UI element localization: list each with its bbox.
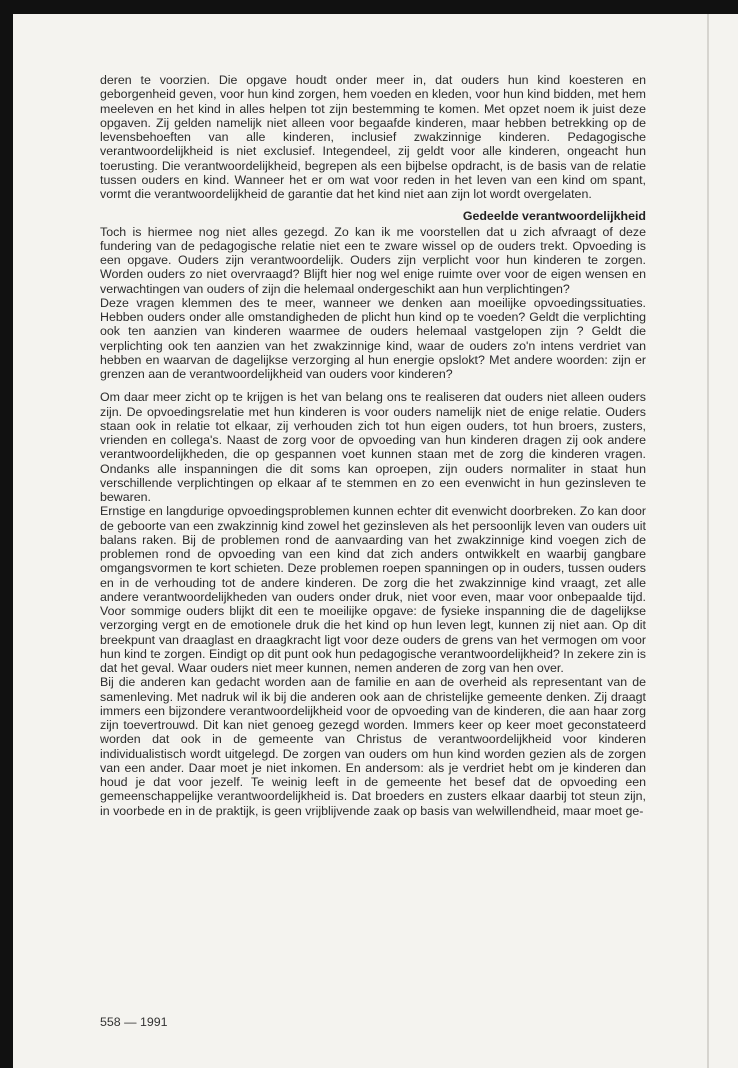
paragraph: Toch is hiermee nog niet alles gezegd. Zo kan ik me voorstellen dat u zich afvraagt of deze fundering van de pedagogische relatie niet een te zware wissel op de ouders trekt. Opvoeding is een opgave. Ouders zijn verantwoordelijk. Ouders zijn verplicht voor hun kinderen te zorgen. Worden ouders zo niet overvraagd? Blijft hier nog wel enige ruimte over voor de eigen wensen en verwachtingen van ouders of zijn die helemaal ondergeschikt aan hun verplichtingen?: [100, 224, 646, 296]
paragraph: Ernstige en langdurige opvoedingsproblemen kunnen echter dit evenwicht doorbreken. Zo kan door de geboorte van een zwakzinnig kind zowel het gezinsleven als het persoonlijk leven van ouders uit balans raken. Bij de problemen rond de aanvaarding van het zwakzinnige kind voegen zich de problemen rond de opvoeding van een kind dat zich anders ontwikkelt en waarbij gangbare omgangsvormen te kort schieten. Deze problemen roepen spanningen op in ouders, tussen ouders en in de verhouding tot de andere kinderen. De zorg die het zwakzinnige kind vraagt, zet alle andere verantwoordelijkheden van ouders onder druk, niet voor even, maar voor onbepaalde tijd. Voor sommige ouders blijkt dit een te moeilijke opgave: de fysieke inspanning die de dagelijkse verzorging vergt en de emotionele druk die het kind op hun leven legt, kunnen zij niet aan. Op dit breekpunt van draaglast en draagkracht ligt voor deze ouders de grens van het vermogen om voor hun kind te zorgen. Eindigt op dit punt ook hun pedagogische verantwoordelijkheid? In zekere zin is dat het geval. Waar ouders niet meer kunnen, nemen anderen de zorg van hen over.: [100, 504, 646, 675]
scan-border-left: [0, 0, 13, 1068]
paragraph: Om daar meer zicht op te krijgen is het van belang ons te realiseren dat ouders niet alleen ouders zijn. De opvoedingsrelatie met hun kinderen is voor ouders namelijk niet de enige relatie. Ouders staan ook in relatie tot elkaar, zij verhouden zich tot hun eigen ouders, tot hun broers, zusters, vrienden en collega's. Naast de zorg voor de opvoeding van hun kinderen dragen zij ook andere verantwoordelijkheden, die op gespannen voet kunnen staan met de zorg die kinderen vragen. Ondanks alle inspanningen die dit soms kan oproepen, zijn ouders normaliter in staat hun verschillende verplichtingen op elkaar af te stemmen en zo een evenwicht in hun gezinsleven te bewaren.: [100, 390, 646, 504]
page-footer: 558 — 1991: [100, 1015, 168, 1029]
scan-border-top: [0, 0, 738, 14]
article-body: [100, 73, 646, 818]
paragraph: Bij die anderen kan gedacht worden aan de familie en aan de overheid als representant van de samenleving. Met nadruk wil ik bij die anderen ook aan de christelijke gemeente denken. Zij draagt immers een bijzondere verantwoordelijkheid voor de opvoeding van de kinderen, die aan haar zorg zijn toevertrouwd. Dit kan niet genoeg gezegd worden. Immers keer op keer moet geconstateerd worden dat ook in de gemeente van Christus de verantwoordelijkheid voor kinderen individualistisch wordt uitgelegd. De zorgen van ouders om hun kind worden gezien als de zorgen van een ander. Daar moet je niet inkomen. En andersom: als je verdriet hebt om je kinderen dan houd je dat voor jezelf. Te weinig leeft in de gemeente het besef dat de opvoeding een gemeenschappelijke verantwoordelijkheid is. Dat broeders en zusters elkaar daarbij tot steun zijn, in voorbede en in de praktijk, is geen vrijblijvende zaak op basis van welwillendheid, maar moet ge-: [100, 675, 646, 818]
page-edge: [707, 14, 709, 1068]
paragraph-intro: deren te voorzien. Die opgave houdt onder meer in, dat ouders hun kind koesteren en geborgenheid geven, voor hun kind zorgen, hem voeden en kleden, voor hun kind bidden, met hem meeleven en het kind in alles helpen tot zijn bestemming te komen. Met opzet noem ik juist deze opgaven. Zij gelden namelijk niet alleen voor begaafde kinderen, maar hebben betrekking op de levensbehoeften van alle kinderen, inclusief zwakzinnige kinderen. Pedagogische verantwoordelijkheid is niet exclusief. Integendeel, zij geldt voor alle kinderen, ongeacht hun toerusting. Die verantwoordelijkheid, begrepen als een bijbelse opdracht, is de basis van de relatie tussen ouders en kind. Wanneer het er om wat voor reden in het leven van een kind om spant, vormt die verantwoordelijkheid de garantie dat het kind niet aan zijn lot wordt overgelaten.: [100, 73, 646, 201]
paragraph: Deze vragen klemmen des te meer, wanneer we denken aan moeilijke opvoedingssituaties. Hebben ouders onder alle omstandigheden de plicht hun kind op te voeden? Geldt die verplichting ook ten aanzien van kinderen waarmee de ouders helemaal vastgelopen zijn ? Geldt die verplichting ook ten aanzien van het zwakzinnige kind, waar de ouders zo'n intens verdriet van hebben en waarvan de dagelijkse verzorging al hun energie opslokt? Met andere woorden: zijn er grenzen aan de verantwoordelijkheid van ouders voor kinderen?: [100, 295, 646, 381]
section-heading: Gedeelde verantwoordelijkheid: [462, 209, 646, 224]
